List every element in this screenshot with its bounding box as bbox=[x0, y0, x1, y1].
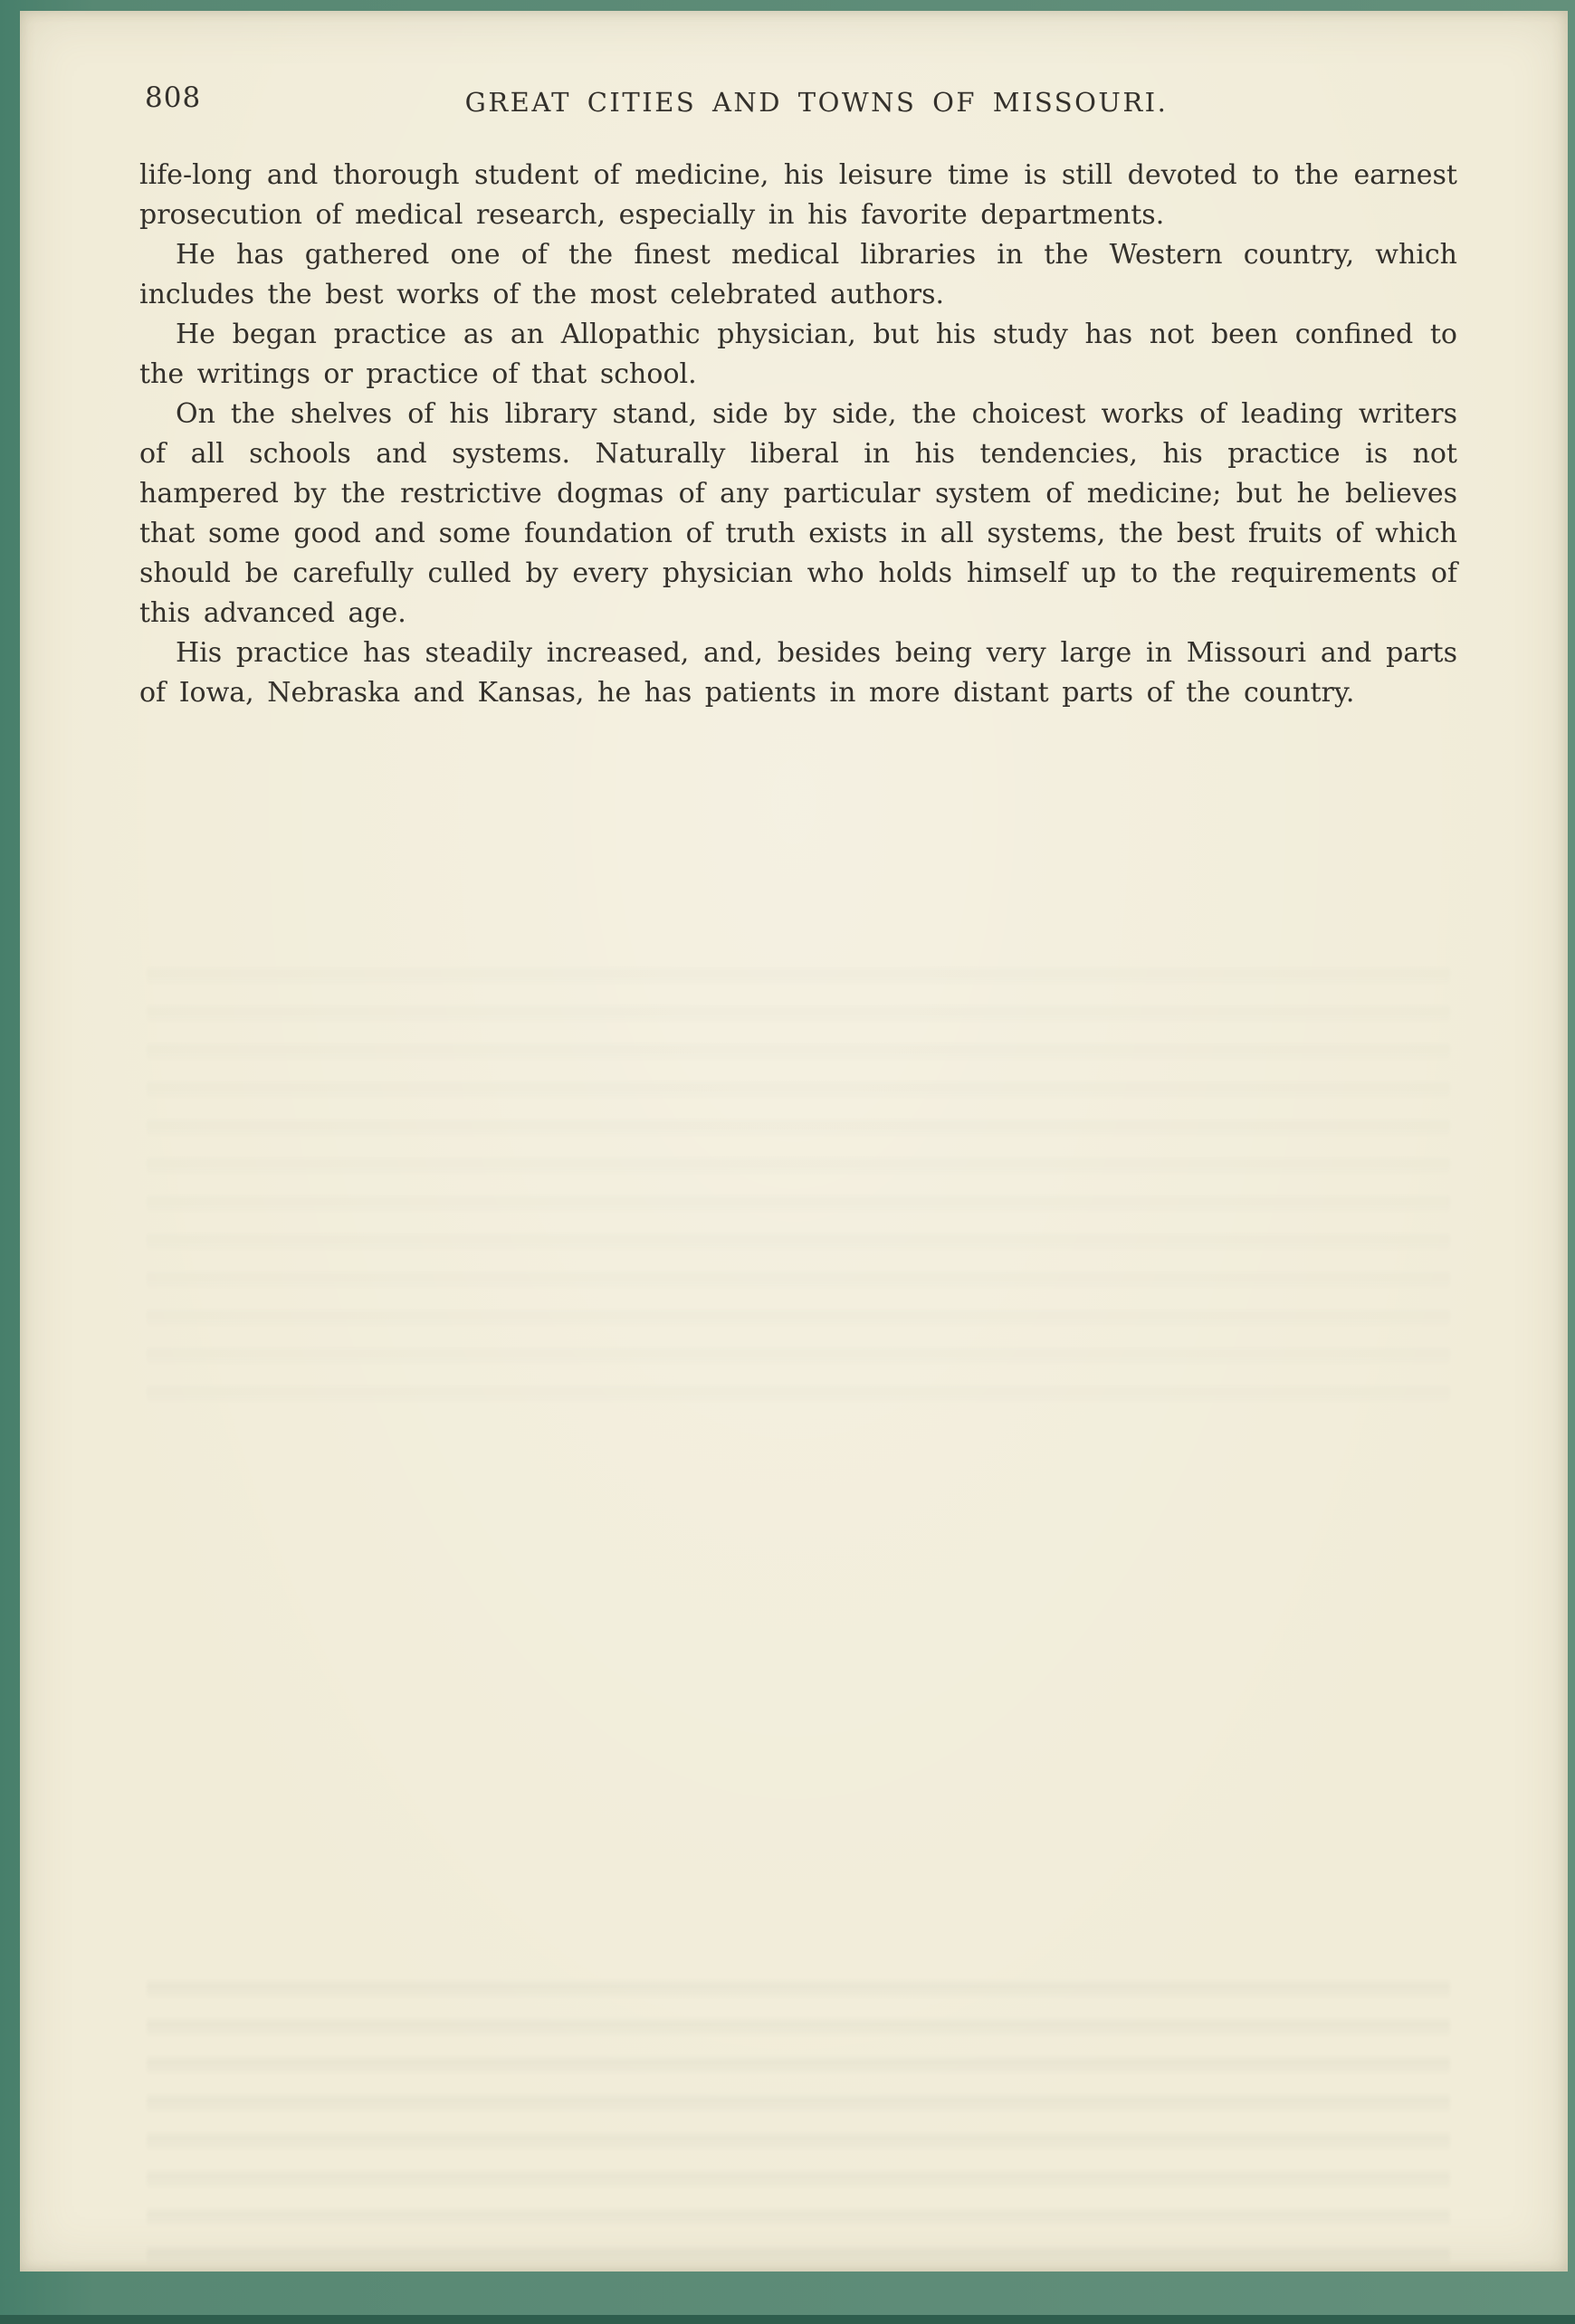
running-title: GREAT CITIES AND TOWNS OF MISSOURI. bbox=[464, 87, 1169, 118]
page-paper bbox=[20, 11, 1568, 2272]
page-showthrough bbox=[147, 952, 1450, 1423]
paragraph: He began practice as an Allopathic physician, but his study has not been confined to the writings or practice of that school. bbox=[139, 319, 1457, 390]
scan-edge bbox=[0, 2315, 1575, 2324]
page-content bbox=[20, 11, 1568, 713]
paragraph: life-long and thorough student of medicine, his leisure time is still devoted to the earnest prosecution of medical research, especially in his favorite departments. bbox=[139, 159, 1457, 231]
page-header bbox=[139, 81, 1457, 130]
paragraph: His practice has steadily increased, and, besides being very large in Missouri and parts of Iowa, Nebraska and Kansas, he has patients in more distant parts of the country. bbox=[139, 637, 1457, 709]
page-showthrough bbox=[147, 1966, 1450, 2264]
body-text bbox=[139, 156, 1457, 713]
paragraph: On the shelves of his library stand, side by side, the choicest works of leading writers of all schools and systems. Naturally liberal in his tendencies, his practice is not hampered by the restrictive dogmas of any particular system of medicine; but he believes that some good and some foundation of truth exists in all systems, the best fruits of which should be carefully culled by every physician who holds himself up to the requirements of this advanced age. bbox=[139, 398, 1457, 629]
page-number: 808 bbox=[145, 81, 202, 114]
paragraph: He has gathered one of the finest medical libraries in the Western country, which includes the best works of the most celebrated authors. bbox=[139, 239, 1457, 310]
